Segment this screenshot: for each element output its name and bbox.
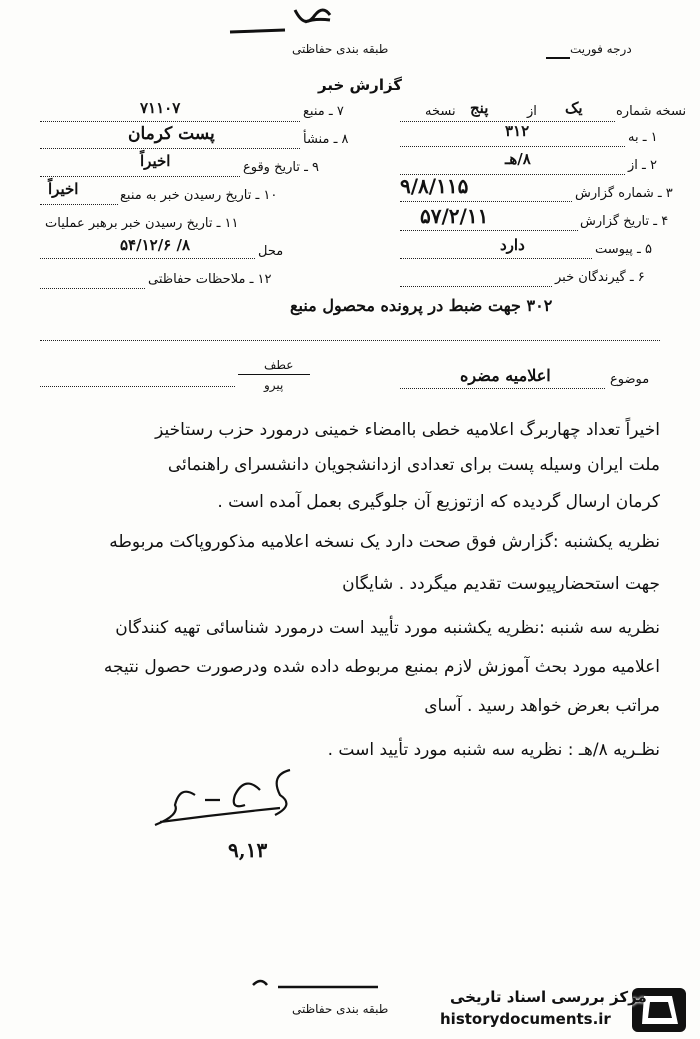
reference-divider	[238, 374, 310, 375]
event-date-value: اخیراً	[140, 152, 171, 170]
event-date-label: ۹ ـ تاریخ وقوع	[243, 160, 320, 175]
received-source-label: ۱۰ ـ تاریخ رسیدن خبر به منبع	[120, 188, 278, 203]
copy-of-value: پنج	[470, 99, 489, 117]
received-ops-label: ۱۱ ـ تاریخ رسیدن خبر برهبر عملیات	[45, 216, 239, 231]
received-source-line	[40, 204, 118, 205]
form-title: گزارش خبر	[318, 76, 403, 94]
report-number-value: ۹/۸/۱۱۵	[400, 174, 469, 198]
to-label: ۱ ـ به	[628, 130, 658, 145]
recipients-label: ۶ ـ گیرندگان خبر	[555, 270, 645, 285]
report-number-label: ۳ ـ شماره گزارش	[575, 186, 673, 201]
recipients-value: ۳۰۲ جهت ضبط در پرونده محصول منبع	[290, 296, 553, 315]
reference-bottom-label: پیرو	[264, 378, 284, 392]
received-ops-value: ۸/ ۵۴/۱۲/۶	[120, 236, 191, 254]
subject-label: موضوع	[610, 372, 650, 387]
subject-line	[400, 388, 605, 389]
header-separator	[40, 340, 660, 341]
body-line-1: اخیراً تعداد چهاربرگ اعلامیه خطی باامضاء خمینی درمورد حزب رستاخیز	[155, 420, 660, 440]
signature-date: ۹,۱۳	[228, 838, 268, 862]
attachment-value: دارد	[500, 236, 525, 254]
body-line-5: جهت استحضارپیوست تقدیم میگردد . شایگان	[342, 574, 660, 594]
watermark-url: historydocuments.ir	[440, 1010, 611, 1028]
urgency-label: درجه فوریت	[570, 42, 632, 56]
footer-stamp-mark	[248, 975, 388, 995]
recipients-line	[400, 286, 552, 287]
copy-suffix-label: نسخه	[425, 104, 456, 119]
copy-of-label: از	[527, 104, 537, 119]
report-date-value: ۵۷/۲/۱۱	[420, 204, 489, 228]
attachment-label: ۵ ـ پیوست	[595, 242, 652, 257]
source-label: ۷ ـ منبع	[303, 104, 344, 119]
body-line-6: نظریه سه شنبه :نظریه یکشنبه مورد تأیید است درمورد شناسائی تهیه کنندگان	[115, 618, 660, 638]
body-line-3: کرمان ارسال گردیده که ازتوزیع آن جلوگیری بعمل آمده است .	[217, 492, 660, 512]
to-line	[400, 146, 625, 147]
body-line-9: نظـریه ۸/هـ : نظریه سه شنبه مورد تأیید است .	[327, 740, 660, 760]
from-label: ۲ ـ از	[628, 158, 657, 173]
from-value: ۸/هـ	[505, 150, 531, 168]
origin-label: ۸ ـ منشأ	[303, 132, 349, 147]
body-line-7: اعلامیه مورد بحث آموزش لازم بمنبع مربوطه داده شده ودرصورت حصول نتیجه	[103, 657, 660, 677]
footer-classification-label: طبقه بندی حفاظتی	[292, 1002, 389, 1016]
report-number-line	[400, 201, 572, 202]
received-ops-place-label: محل	[258, 244, 284, 259]
attachment-line	[400, 258, 592, 259]
to-value: ۳۱۲	[505, 122, 530, 140]
source-value: ۷۱۱۰۷	[140, 99, 181, 117]
top-stamp-mark	[225, 0, 345, 40]
security-notes-line	[40, 288, 145, 289]
classification-label: طبقه بندی حفاظتی	[292, 42, 389, 56]
watermark-title: مرکز بررسی اسناد تاریخی	[450, 988, 647, 1006]
reference-line	[40, 386, 235, 387]
copy-number-value: یک	[565, 99, 583, 117]
report-date-line	[400, 230, 578, 231]
event-date-line	[40, 176, 240, 177]
origin-value: پست کرمان	[128, 124, 215, 144]
reference-top-label: عطف	[264, 358, 294, 372]
signature-text	[175, 785, 277, 803]
received-ops-line	[40, 258, 255, 259]
copy-number-label: نسخه شماره	[616, 104, 687, 119]
body-line-4: نظریه یکشنبه :گزارش فوق صحت دارد یک نسخه اعلامیه مذکوروپاکت مربوطه	[109, 532, 660, 552]
security-notes-label: ۱۲ ـ ملاحظات حفاظتی	[148, 272, 272, 287]
body-line-8: مراتب بعرض خواهد رسید . آسای	[424, 696, 660, 716]
subject-value: اعلامیه مضره	[460, 366, 551, 385]
source-line	[40, 121, 300, 122]
received-source-value: اخیراً	[48, 180, 79, 198]
report-date-label: ۴ ـ تاریخ گزارش	[580, 214, 669, 229]
origin-line	[40, 148, 300, 149]
urgency-line	[546, 57, 570, 59]
body-line-2: ملت ایران وسیله پست برای تعدادی ازدانشجویان دانشسرای راهنمائی	[167, 455, 660, 475]
